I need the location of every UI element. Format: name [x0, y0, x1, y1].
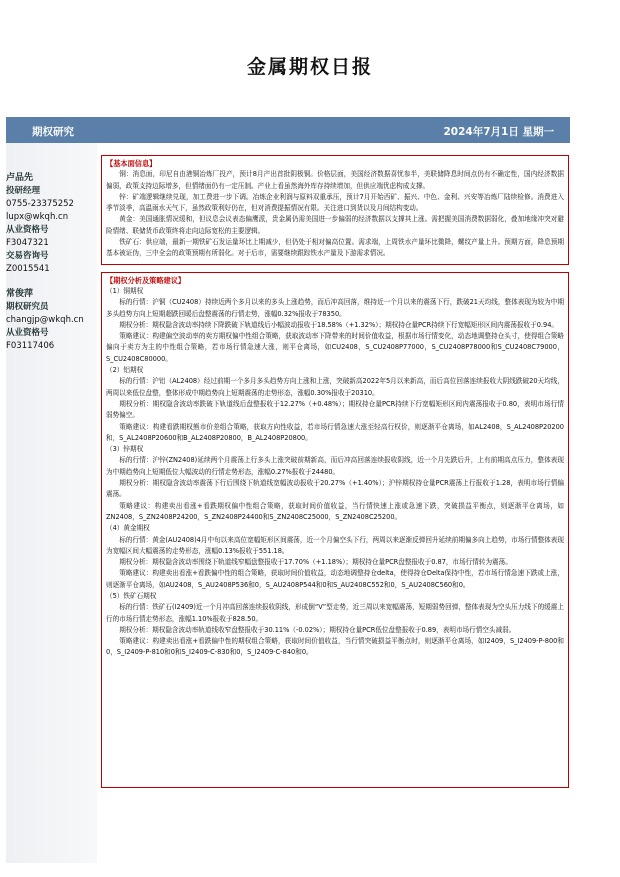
- strategy-paragraph: 策略建议：构建卖出看涨+看跌偏中性的期权组合策略，获取时间价值收益，当行情突破损益平衡点时，则逐渐平仓离场，如I2409，S_I2409-P-800和0，S_I2409-P-810和0和S_I2409-C-830和0，S_I2409-C-840和0。: [106, 637, 564, 657]
- strategy-item-title: （5）铁矿石期权: [106, 591, 157, 600]
- analyst-role: 期权研究员: [6, 302, 49, 312]
- report-date: 2024年7月1日 星期一: [443, 126, 554, 138]
- basic-info-paragraph: 铜：消息面，印尼自由港铜冶炼厂投产，预计8月产出首批阴极铜。价格层面，美国经济数据喜忧参半，美联储降息时间点仍有不确定性，国内经济数据偏弱，政策支持边际增多，但情绪面仍有一定压制。产业上看虽然海外库存持续增加，但供应端优虑构成支撑。: [106, 170, 564, 190]
- consult-label: 交易咨询号: [6, 251, 49, 261]
- consult-number: Z0015541: [6, 264, 50, 274]
- basic-info-paragraph: 锌：矿端逻辑继续兑现，加工费进一步下调。冶炼企业利润与原料双重承压，预计7月开始西矿、振兴、中色、金利、兴安等冶炼厂陆续检修。消费进入季节淡季，高温雨水天气下，虽然政策利好仍在，但对消费提振情况有限。关注进口到货以及月间结构变动。: [106, 192, 564, 213]
- basic-info-box: [101, 155, 569, 265]
- strategy-paragraph: 期权分析：期权隐含波动率持续下降跌破下轨道线后小幅波动报收于18.58%（+1.32%）；期权持仓量PCR持续下行宽幅矩形区间内震荡报收于0.94。: [119, 320, 558, 329]
- strategy-paragraph: 策略建议：构建看跌期权熊市价差组合策略，获取方向性收益，若市场行情急速大涨至轻高行权价，则逐渐平仓离场，如AL2408，S_AL2408P20200和，S_AL2408P20600和B_AL2408P20800，B_AL2408P20800。: [106, 422, 564, 442]
- strategy-paragraph: 期权分析：期权隐含波动率围绕下轨道线窄幅盘整报收于17.70%（+1.18%）；期权持仓量PCR盘整报收于0.87，市场行情转为震荡。: [119, 558, 512, 567]
- strategy-paragraph: 期权分析：期权隐含波动率跌破下轨道线后盘整报收于12.27%（+0.48%）；期权持仓量PCR持续下行宽幅矩形区间内震荡报收于0.80，表明市场行情弱势偏空。: [106, 399, 564, 420]
- strategy-heading: 【期权分析及策略建议】: [106, 275, 186, 285]
- basic-info-paragraph: 铁矿石：供应端，最新一期铁矿石发运量环比上期减少，但仍处于相对偏高位置。需求端，上周铁水产量环比微降，螺纹产量上升。预期方面，降息预期基本被证伪，三中全会的政策预期有所弱化。对于后市，需要继续跟踪铁水产量及下游需求情况。: [106, 238, 564, 258]
- strategy-item-title: （2）铝期权: [106, 366, 144, 375]
- strategy-paragraph: 标的行情：沪铜（CU2408）持续近两个多月以来的多头上涨趋势，而后冲高回落，维持近一个月以来的震荡下行，跌破21天均线，整体表现为较为中期多头趋势方向上短期超跌回暖后盘整震荡的行情走势，涨幅0.32%报收于78350。: [106, 298, 564, 318]
- strategy-paragraph: 期权分析：期权隐含波动率震荡下行后围绕下轨道线宽幅波动报收于20.27%（+1.40%）；沪锌期权持仓量PCR震荡上行报收于1.28，表明市场行情偏震荡。: [106, 479, 564, 499]
- analyst-name: 卢品先: [6, 173, 34, 183]
- report-body: [101, 155, 569, 788]
- cert-number: F03117406: [6, 341, 55, 351]
- strategy-paragraph: 策略建议：构建偏空波动率的卖方期权偏中性组合策略，获取波动率下降带来的时间价值收益，根据市场行情变化，动态地调整持仓头寸，使得组合策略偏向于卖方为主的中性组合策略，若市场行情急速大涨，则平仓离场，如CU2408，S_CU2408P77000，S_CU2408P78000和S_CU2408C79000，S_CU2408C80000。: [106, 332, 564, 363]
- strategy-item-title: （4）黄金期权: [106, 524, 150, 533]
- analyst-name: 常俊萍: [6, 289, 34, 299]
- analyst-email[interactable]: lupx@wkqh.cn: [6, 212, 69, 222]
- cert-number: F3047321: [6, 238, 49, 248]
- cert-label: 从业资格号: [6, 328, 49, 338]
- report-title: 金属期权日报: [246, 56, 373, 78]
- strategy-paragraph: 标的行情：黄金(AU2408)4月中旬以来高位宽幅矩形区间震荡，近一个月偏空头下行，两周以来逐渐反弹回升延续前期偏多向上趋势，市场行情整体表现为宽幅区间大幅震荡的走势形态，涨幅0.13%报收于551.18。: [106, 535, 564, 555]
- analyst-email[interactable]: changjp@wkqh.cn: [6, 315, 84, 325]
- section-label: 期权研究: [32, 126, 74, 138]
- basic-info-paragraph: 黄金：美国通胀情况缓和，但议息会议表态偏鹰派，贵金属仍需美国进一步偏弱的经济数据以支撑其上涨。需把握美国消费数据弱化，叠加地缘冲突对避险情绪、联储货币政策终将走向边际宽松的主要逻辑。: [106, 215, 564, 235]
- strategy-box: [101, 272, 569, 788]
- header-bar: [6, 117, 570, 143]
- strategy-paragraph: 标的行情：铁矿石(I2409)近一个月冲高回落连续报收阴线，形成倒“V”型走势，近三周以来宽幅震荡，短期弱势回弹，整体表现为空头压力线下的缓震上行的市场行情走势形态，涨幅1.10%报收于828.50。: [106, 603, 564, 623]
- strategy-paragraph: 策略建议：构建卖出看涨+看跌偏中性的组合策略，获取时间价值收益，动态地调整持仓delta，使得持仓Delta保持中性，若市场行情急速下跌或上涨，则逐渐平仓离场，如AU2408，S_AU2408P536和0，S_AU2408P544和0和S_AU2408C552和0，S_AU2408C560和0。: [106, 569, 564, 589]
- strategy-paragraph: 期权分析：期权隐含波动率轨道线收窄盘整报收于30.11%（-0.02%）；期权持仓量PCR低位盘整报收于0.89，表明市场行情空头减弱。: [119, 625, 516, 634]
- strategy-paragraph: 标的行情：沪锌(ZN2408)延续两个月震荡上行多头上涨突破前期新高，而后冲高回落连续报收阴线，近一个月先跌后升，上有前期高点压力，整体表现为中期趋势向上短期低位大幅波动的行情走势形态，涨幅0.27%报收于24480。: [106, 456, 564, 476]
- analyst-phone: 0755-23375252: [6, 199, 74, 209]
- strategy-item-title: （3）锌期权: [106, 445, 144, 454]
- basic-info-heading: 【基本面信息】: [106, 159, 157, 168]
- cert-label: 从业资格号: [6, 225, 49, 235]
- analyst-panel: [6, 172, 84, 353]
- strategy-paragraph: 标的行情：沪铝（AL2408）经过前期一个多月多头趋势方向上涨和上涨，突破新高2022年5月以来新高，而后高位回落连续报收大阴线跌破20天均线，两周以来低位盘整，整体形成中期趋势向上短期震荡的走势形态，涨幅0.30%报收于20310。: [106, 377, 564, 397]
- strategy-item-title: （1）铜期权: [106, 286, 144, 295]
- strategy-paragraph: 策略建议：构建卖出看涨+看跌期权偏中性组合策略，获取时间价值收益，当行情快速上涨或急速下跌，突破损益平衡点，则逐渐平仓离场，如ZN2408，S_ZN2408P24200，S_ZN2408P24400和S_ZN2408C25000，S_ZN2408C25200。: [106, 501, 564, 521]
- analyst-role: 投研经理: [6, 186, 41, 196]
